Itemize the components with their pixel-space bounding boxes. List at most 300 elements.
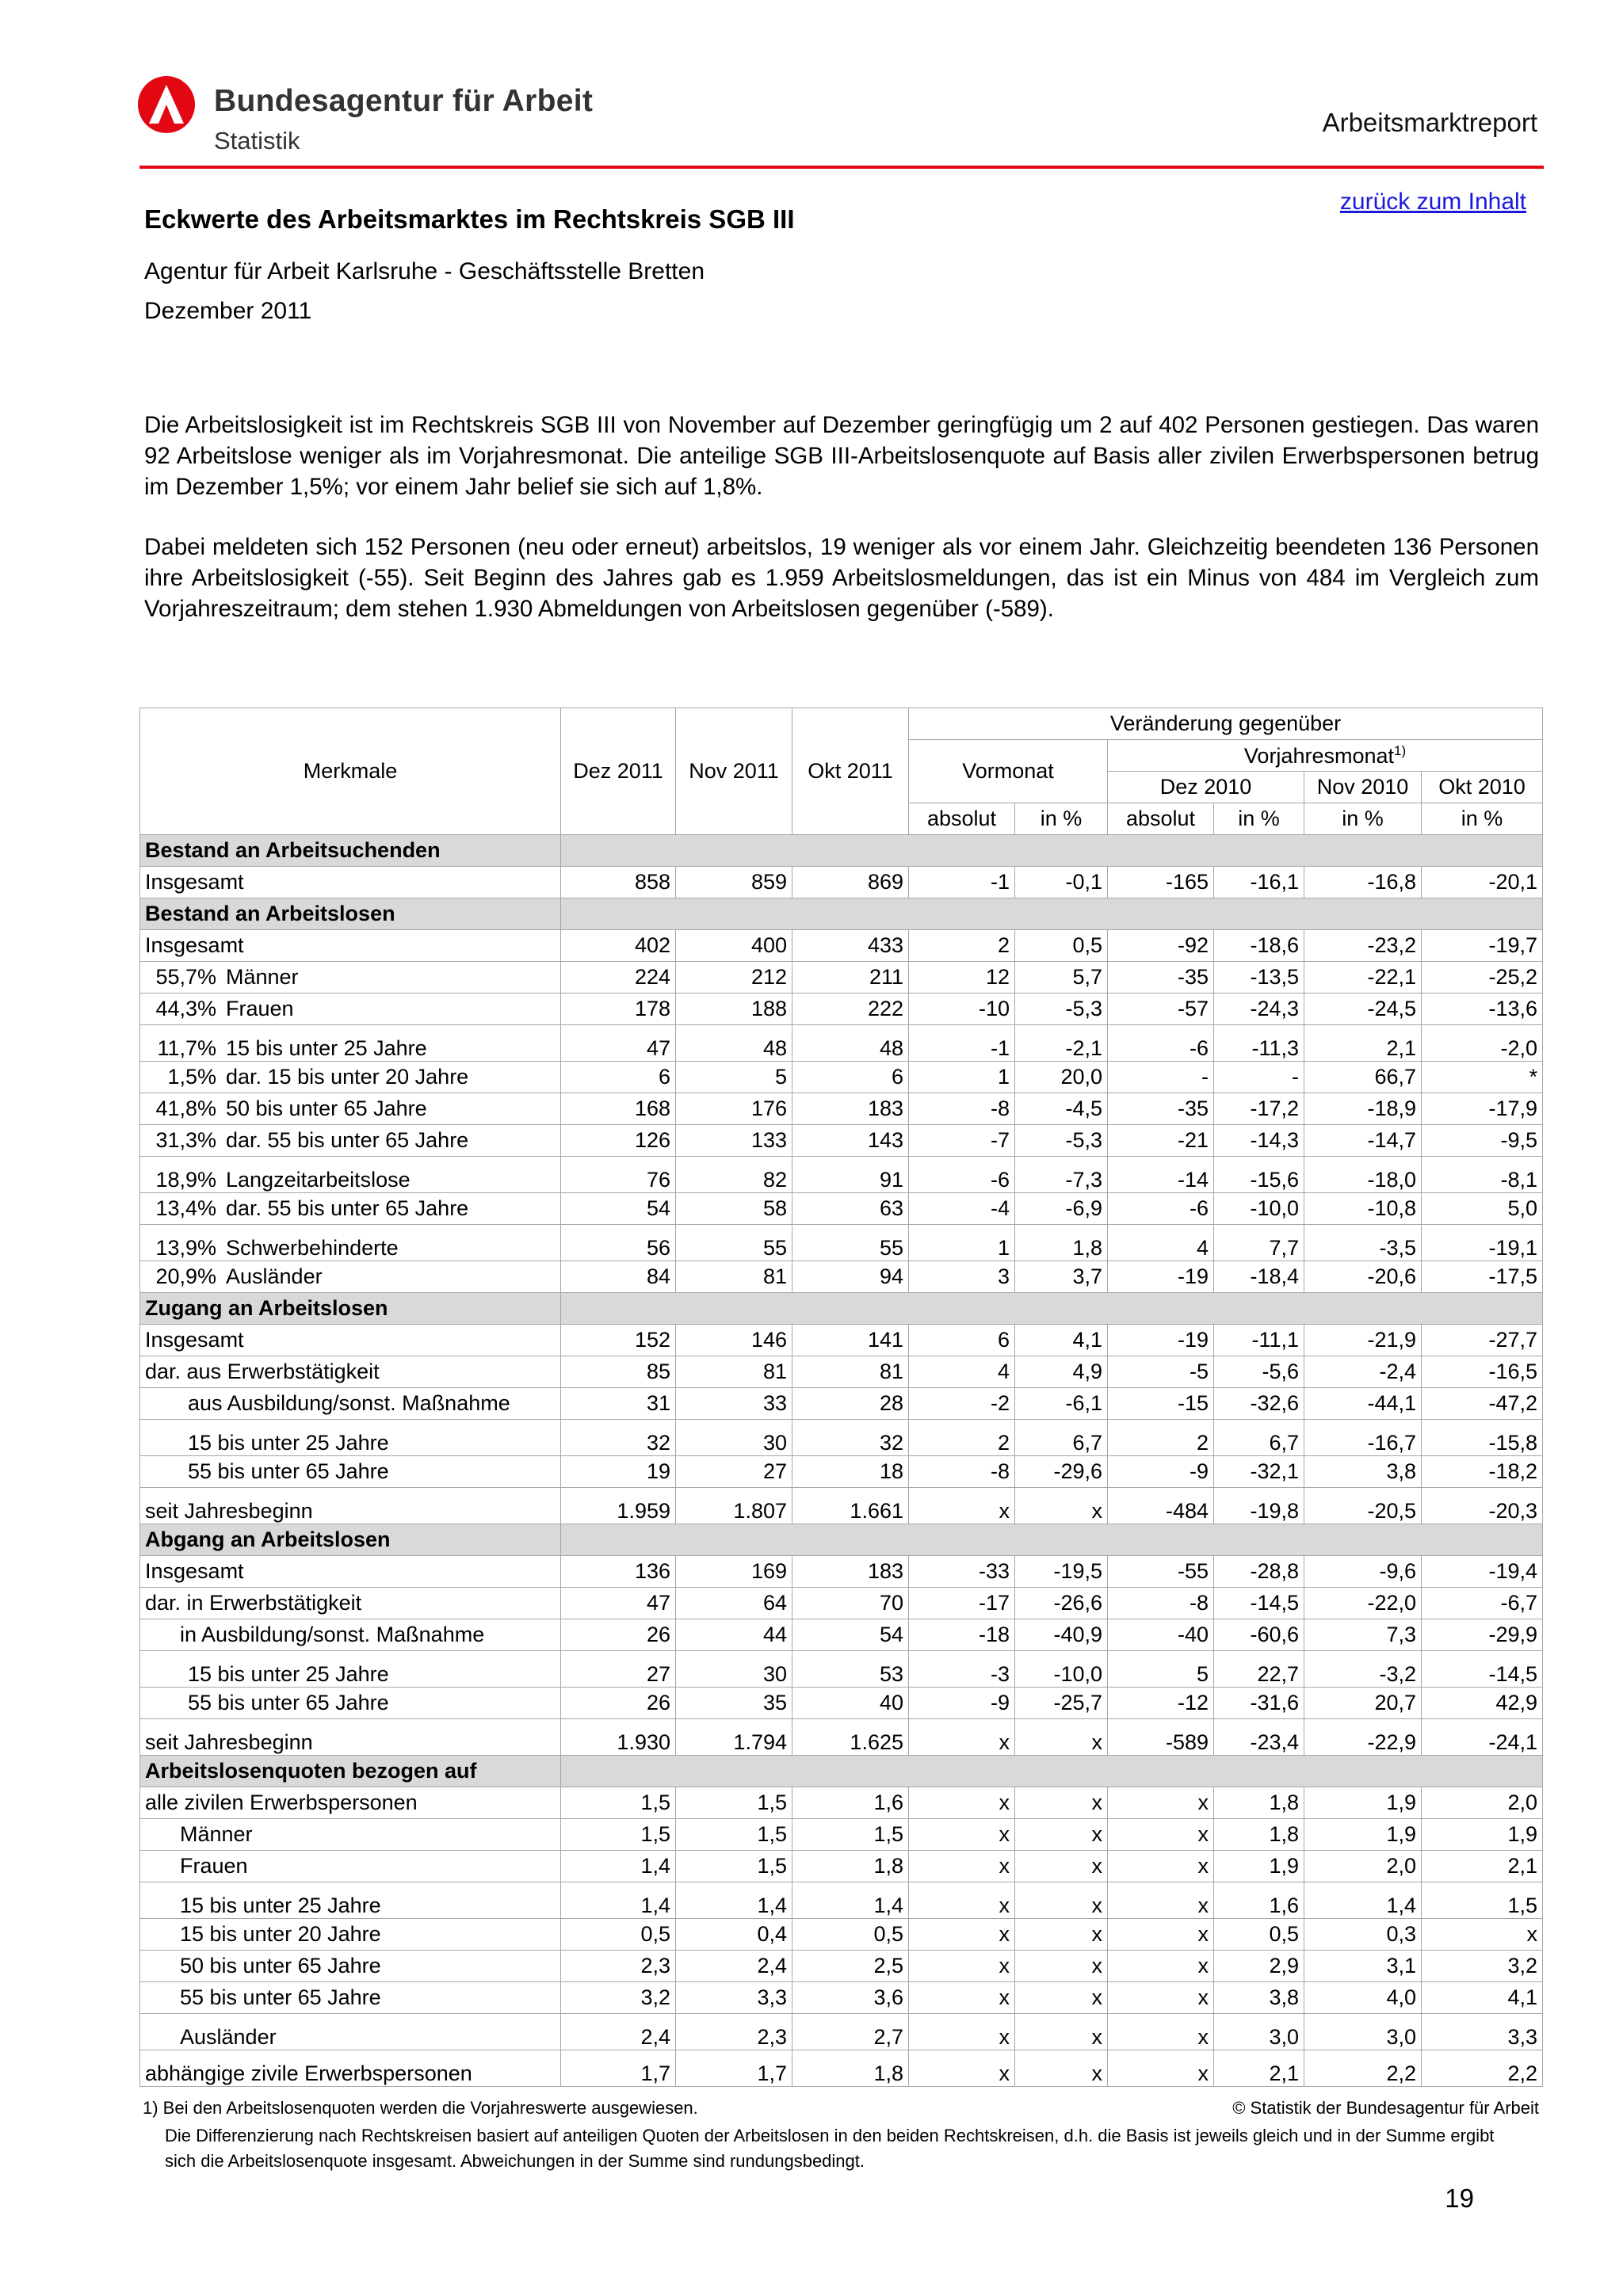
table-cell: -21,9 xyxy=(1304,1325,1422,1356)
table-cell: -5,6 xyxy=(1214,1356,1304,1388)
table-cell: -6 xyxy=(1108,1193,1214,1225)
table-cell: -0,1 xyxy=(1015,867,1108,898)
row-share-pct: 18,9% xyxy=(155,1168,216,1192)
table-row xyxy=(140,1919,1543,1951)
row-label xyxy=(140,1093,561,1125)
table-cell: -14,7 xyxy=(1304,1125,1422,1157)
table-row xyxy=(140,1456,1543,1488)
table-cell: 44 xyxy=(676,1619,792,1651)
table-cell: 869 xyxy=(792,867,909,898)
table-cell: -17,9 xyxy=(1422,1093,1543,1125)
table-cell: -14 xyxy=(1108,1157,1214,1193)
row-label-text: Männer xyxy=(180,1822,253,1846)
table-cell: -22,0 xyxy=(1304,1588,1422,1619)
table-cell: x xyxy=(1108,1819,1214,1851)
table-cell: 22,7 xyxy=(1214,1651,1304,1688)
table-cell: x xyxy=(1108,2014,1214,2050)
table-cell: -19 xyxy=(1108,1261,1214,1293)
table-row xyxy=(140,1951,1543,1982)
table-cell: -5,3 xyxy=(1015,1125,1108,1157)
table-cell: 5 xyxy=(676,1062,792,1093)
row-label xyxy=(140,962,561,994)
row-label-text: Insgesamt xyxy=(145,933,244,957)
table-cell: -26,6 xyxy=(1015,1588,1108,1619)
table-cell: x xyxy=(909,1787,1015,1819)
row-label xyxy=(140,1719,561,1756)
header-merkmale: Merkmale xyxy=(140,708,561,835)
table-row xyxy=(140,1851,1543,1882)
table-cell: 3,6 xyxy=(792,1982,909,2014)
table-cell: 30 xyxy=(676,1420,792,1456)
table-cell: 212 xyxy=(676,962,792,994)
table-cell: x xyxy=(1015,1951,1108,1982)
row-label xyxy=(140,1193,561,1225)
org-name: Bundesagentur für Arbeit xyxy=(214,84,594,118)
table-cell: 82 xyxy=(676,1157,792,1193)
table-cell: 20,0 xyxy=(1015,1062,1108,1093)
table-cell: -40,9 xyxy=(1015,1619,1108,1651)
table-cell: 1,7 xyxy=(561,2050,676,2087)
table-cell: -29,6 xyxy=(1015,1456,1108,1488)
table-cell: 4 xyxy=(909,1356,1015,1388)
table-row xyxy=(140,1225,1543,1261)
row-share-pct: 41,8% xyxy=(155,1097,216,1120)
section-header-row xyxy=(140,1756,1543,1787)
table-row xyxy=(140,1882,1543,1919)
table-cell: -27,7 xyxy=(1422,1325,1543,1356)
row-label-text: 50 bis unter 65 Jahre xyxy=(180,1954,381,1978)
section-title: Bestand an Arbeitslosen xyxy=(140,898,561,930)
row-label-text: Insgesamt xyxy=(145,1328,244,1352)
table-cell: 5,7 xyxy=(1015,962,1108,994)
table-cell: x xyxy=(909,1919,1015,1951)
row-label xyxy=(140,1456,561,1488)
row-label xyxy=(140,1325,561,1356)
row-label-text: dar. aus Erwerbstätigkeit xyxy=(145,1360,380,1383)
table-cell: -44,1 xyxy=(1304,1388,1422,1420)
table-cell: -14,3 xyxy=(1214,1125,1304,1157)
table-cell: -10,0 xyxy=(1015,1651,1108,1688)
row-label-text: Insgesamt xyxy=(145,870,244,894)
table-cell: 47 xyxy=(561,1025,676,1062)
table-cell: -4 xyxy=(909,1193,1015,1225)
table-cell: -8 xyxy=(909,1093,1015,1125)
table-cell: -18,9 xyxy=(1304,1093,1422,1125)
header-veraenderung: Veränderung gegenüber xyxy=(909,708,1543,740)
table-cell: -17,2 xyxy=(1214,1093,1304,1125)
table-cell: 1.959 xyxy=(561,1488,676,1524)
table-cell: 5,0 xyxy=(1422,1193,1543,1225)
row-label xyxy=(140,1225,561,1261)
table-cell: 58 xyxy=(676,1193,792,1225)
summary-paragraph-2: Dabei meldeten sich 152 Personen (neu oder erneut) arbeitslos, 19 weniger als vor einem Jahr. Gleichzeitig beendeten 136 Personen ihre Arbeitslosigkeit (-55). Seit Beginn des Jahres gab es 1.959 Arbeitslosmeldungen, das ist ein Minus von 484 im Vergleich zum Vorjahreszeitraum; dem stehen 1.930 Abmeldungen von Arbeitslosen gegenüber (-589). xyxy=(144,534,1539,622)
header-nov-2010: Nov 2010 xyxy=(1304,772,1422,803)
table-cell: -9 xyxy=(1108,1456,1214,1488)
table-cell: x xyxy=(1015,1882,1108,1919)
table-cell: -5 xyxy=(1108,1356,1214,1388)
page-number: 19 xyxy=(1445,2183,1474,2213)
row-label-text: 50 bis unter 65 Jahre xyxy=(226,1097,427,1120)
table-cell: -14,5 xyxy=(1422,1651,1543,1688)
table-cell: x xyxy=(1015,1819,1108,1851)
table-cell: -92 xyxy=(1108,930,1214,962)
table-cell: 48 xyxy=(792,1025,909,1062)
table-cell: -18,0 xyxy=(1304,1157,1422,1193)
table-cell: 64 xyxy=(676,1588,792,1619)
table-row xyxy=(140,1125,1543,1157)
table-cell: 20,7 xyxy=(1304,1688,1422,1719)
table-row xyxy=(140,1719,1543,1756)
row-label-text: aus Ausbildung/sonst. Maßnahme xyxy=(188,1391,510,1415)
table-cell: 5 xyxy=(1108,1651,1214,1688)
table-cell: -35 xyxy=(1108,1093,1214,1125)
table-cell: 178 xyxy=(561,994,676,1025)
row-label-text: Frauen xyxy=(180,1854,248,1878)
table-row xyxy=(140,994,1543,1025)
table-cell: 2,9 xyxy=(1214,1951,1304,1982)
table-row xyxy=(140,1819,1543,1851)
table-cell: 1,9 xyxy=(1304,1787,1422,1819)
footnote-2: Die Differenzierung nach Rechtskreisen basiert auf anteiligen Quoten der Arbeitslosen in den beiden Rechtskreisen, d.h. die Basis ist jeweils gleich und in der Summe ergibt sich die Arbeitslosenquote insgesamt. Abweichungen in der Summe sind rundungsbedingt. xyxy=(165,2126,1495,2171)
table-cell: -24,5 xyxy=(1304,994,1422,1025)
table-cell: -1 xyxy=(909,867,1015,898)
table-cell: 53 xyxy=(792,1651,909,1688)
table-row xyxy=(140,1556,1543,1588)
table-row xyxy=(140,1688,1543,1719)
table-cell: -3,5 xyxy=(1304,1225,1422,1261)
summary-paragraph-1: Die Arbeitslosigkeit ist im Rechtskreis SGB III von November auf Dezember geringfügig um 2 auf 402 Personen gestiegen. Das waren 92 Arbeitslose weniger als im Vorjahresmonat. Die anteilige SGB III-Arbeitslosenquote auf Basis aller zivilen Erwerbspersonen betrug im Dezember 1,5%; vor einem Jahr belief sie sich auf 1,8%. xyxy=(144,412,1539,500)
table-cell: x xyxy=(1108,1919,1214,1951)
table-cell: 2,0 xyxy=(1422,1787,1543,1819)
row-label xyxy=(140,2050,561,2087)
row-label xyxy=(140,1651,561,1688)
section-title: Bestand an Arbeitsuchenden xyxy=(140,835,561,867)
table-cell: -2,0 xyxy=(1422,1025,1543,1062)
table-row xyxy=(140,2014,1543,2050)
table-cell: 28 xyxy=(792,1388,909,1420)
table-row xyxy=(140,1982,1543,2014)
row-share-pct: 13,9% xyxy=(155,1236,216,1260)
table-cell: -25,7 xyxy=(1015,1688,1108,1719)
table-cell: x xyxy=(1015,1982,1108,2014)
row-label-text: dar. 15 bis unter 20 Jahre xyxy=(226,1065,469,1089)
table-cell: 1,9 xyxy=(1304,1819,1422,1851)
row-label-text: Männer xyxy=(226,965,299,989)
table-row xyxy=(140,1193,1543,1225)
table-cell: 1,5 xyxy=(676,1819,792,1851)
table-cell: -484 xyxy=(1108,1488,1214,1524)
table-cell: 0,5 xyxy=(561,1919,676,1951)
table-cell: x xyxy=(1015,2014,1108,2050)
row-label xyxy=(140,1688,561,1719)
table-row xyxy=(140,1651,1543,1688)
table-cell: -6 xyxy=(1108,1025,1214,1062)
table-cell: 54 xyxy=(792,1619,909,1651)
row-label-text: dar. 55 bis unter 65 Jahre xyxy=(226,1128,469,1152)
table-cell: -19 xyxy=(1108,1325,1214,1356)
table-cell: -10 xyxy=(909,994,1015,1025)
header-in-pct: in % xyxy=(1304,803,1422,835)
ba-logo-icon xyxy=(136,74,197,135)
table-cell: 3,0 xyxy=(1214,2014,1304,2050)
table-cell: 152 xyxy=(561,1325,676,1356)
table-cell: 859 xyxy=(676,867,792,898)
table-cell: 4,9 xyxy=(1015,1356,1108,1388)
row-label xyxy=(140,1157,561,1193)
table-row xyxy=(140,1093,1543,1125)
table-cell: 1 xyxy=(909,1062,1015,1093)
table-cell: -15 xyxy=(1108,1388,1214,1420)
table-cell: 1,6 xyxy=(1214,1882,1304,1919)
table-cell: 1,9 xyxy=(1214,1851,1304,1882)
row-label-text: 55 bis unter 65 Jahre xyxy=(188,1691,389,1714)
row-label-text: 15 bis unter 20 Jahre xyxy=(180,1922,381,1946)
table-cell: x xyxy=(909,1851,1015,1882)
table-cell: 133 xyxy=(676,1125,792,1157)
table-cell: -13,6 xyxy=(1422,994,1543,1025)
table-cell: -17,5 xyxy=(1422,1261,1543,1293)
table-cell: 1.930 xyxy=(561,1719,676,1756)
section-header-row xyxy=(140,835,1543,867)
header-absolut: absolut xyxy=(909,803,1015,835)
table-cell: 2,1 xyxy=(1422,1851,1543,1882)
page-title: Eckwerte des Arbeitsmarktes im Rechtskreis SGB III xyxy=(144,204,795,234)
table-cell: - xyxy=(1108,1062,1214,1093)
table-cell: 1,5 xyxy=(561,1787,676,1819)
table-cell: x xyxy=(909,2050,1015,2087)
table-row xyxy=(140,1420,1543,1456)
table-cell: 2 xyxy=(909,1420,1015,1456)
row-label-text: 55 bis unter 65 Jahre xyxy=(180,1985,381,2009)
table-cell: 146 xyxy=(676,1325,792,1356)
section-header-row xyxy=(140,1293,1543,1325)
table-cell: -9 xyxy=(909,1688,1015,1719)
table-cell: 1,6 xyxy=(792,1787,909,1819)
table-cell: 0,4 xyxy=(676,1919,792,1951)
table-cell: 433 xyxy=(792,930,909,962)
row-label-text: Frauen xyxy=(226,997,294,1020)
table-cell: -4,5 xyxy=(1015,1093,1108,1125)
table-row xyxy=(140,1062,1543,1093)
header-absolut: absolut xyxy=(1108,803,1214,835)
table-cell: - xyxy=(1214,1062,1304,1093)
table-row xyxy=(140,2050,1543,2087)
row-label-text: Schwerbehinderte xyxy=(226,1236,399,1260)
table-cell: 27 xyxy=(561,1651,676,1688)
table-cell: 188 xyxy=(676,994,792,1025)
back-to-contents-link[interactable]: zurück zum Inhalt xyxy=(1339,189,1526,215)
header-in-pct: in % xyxy=(1214,803,1304,835)
table-cell: 2,5 xyxy=(792,1951,909,1982)
table-cell: 2,3 xyxy=(561,1951,676,1982)
table-cell: -9,5 xyxy=(1422,1125,1543,1157)
table-cell: 27 xyxy=(676,1456,792,1488)
table-cell: x xyxy=(909,1488,1015,1524)
table-cell: 402 xyxy=(561,930,676,962)
org-subtitle: Statistik xyxy=(214,127,300,154)
table-cell: -11,1 xyxy=(1214,1325,1304,1356)
row-label xyxy=(140,1919,561,1951)
table-cell: 30 xyxy=(676,1651,792,1688)
table-row xyxy=(140,1388,1543,1420)
table-cell: 1,8 xyxy=(1015,1225,1108,1261)
row-label xyxy=(140,1025,561,1062)
table-cell: 84 xyxy=(561,1261,676,1293)
header-divider xyxy=(139,166,1544,169)
footnote-1: 1) Bei den Arbeitslosenquoten werden die Vorjahreswerte ausgewiesen. xyxy=(143,2098,698,2118)
table-cell: 56 xyxy=(561,1225,676,1261)
row-label xyxy=(140,1420,561,1456)
table-cell: -20,6 xyxy=(1304,1261,1422,1293)
table-cell: 183 xyxy=(792,1093,909,1125)
table-cell: 1.625 xyxy=(792,1719,909,1756)
table-cell: -3 xyxy=(909,1651,1015,1688)
table-cell: 47 xyxy=(561,1588,676,1619)
row-label xyxy=(140,1819,561,1851)
table-cell: -21 xyxy=(1108,1125,1214,1157)
table-row xyxy=(140,1787,1543,1819)
table-cell: 2 xyxy=(1108,1420,1214,1456)
table-cell: 4,1 xyxy=(1422,1982,1543,2014)
row-label-text: 15 bis unter 25 Jahre xyxy=(188,1662,389,1686)
table-cell: 3,1 xyxy=(1304,1951,1422,1982)
row-label-text: 15 bis unter 25 Jahre xyxy=(226,1036,427,1060)
table-cell: 81 xyxy=(676,1356,792,1388)
table-cell: -19,1 xyxy=(1422,1225,1543,1261)
table-row xyxy=(140,1025,1543,1062)
table-cell: 2,7 xyxy=(792,2014,909,2050)
table-cell: -60,6 xyxy=(1214,1619,1304,1651)
table-cell: -6,1 xyxy=(1015,1388,1108,1420)
table-cell: 42,9 xyxy=(1422,1688,1543,1719)
table-cell: 6,7 xyxy=(1015,1420,1108,1456)
table-cell: -20,5 xyxy=(1304,1488,1422,1524)
table-row xyxy=(140,867,1543,898)
table-cell: x xyxy=(1422,1919,1543,1951)
table-cell: -18 xyxy=(909,1619,1015,1651)
table-cell: 1,4 xyxy=(561,1851,676,1882)
table-cell: 3 xyxy=(909,1261,1015,1293)
table-cell: 33 xyxy=(676,1388,792,1420)
table-cell: 76 xyxy=(561,1157,676,1193)
table-cell: 35 xyxy=(676,1688,792,1719)
section-title: Abgang an Arbeitslosen xyxy=(140,1524,561,1556)
row-label-text: 15 bis unter 25 Jahre xyxy=(188,1431,389,1455)
row-share-pct: 20,9% xyxy=(155,1264,216,1288)
table-cell: 0,3 xyxy=(1304,1919,1422,1951)
row-label-text: Langzeitarbeitslose xyxy=(226,1168,411,1192)
table-cell: -18,4 xyxy=(1214,1261,1304,1293)
table-cell: 3,7 xyxy=(1015,1261,1108,1293)
table-cell: 1,4 xyxy=(561,1882,676,1919)
table-cell: -6,9 xyxy=(1015,1193,1108,1225)
table-cell: 168 xyxy=(561,1093,676,1125)
row-label xyxy=(140,1982,561,2014)
table-cell: -22,1 xyxy=(1304,962,1422,994)
table-row xyxy=(140,962,1543,994)
table-cell: 3,0 xyxy=(1304,2014,1422,2050)
table-cell: 1,9 xyxy=(1422,1819,1543,1851)
row-label-text: Ausländer xyxy=(226,1264,323,1288)
table-cell: 1,5 xyxy=(561,1819,676,1851)
table-cell: 143 xyxy=(792,1125,909,1157)
table-cell: x xyxy=(1108,1882,1214,1919)
table-cell: 1,8 xyxy=(1214,1819,1304,1851)
table-cell: -18,2 xyxy=(1422,1456,1543,1488)
table-cell: -32,6 xyxy=(1214,1388,1304,1420)
table-cell: -17 xyxy=(909,1588,1015,1619)
table-cell: 1,4 xyxy=(1304,1882,1422,1919)
table-cell: 63 xyxy=(792,1193,909,1225)
table-cell: 1.807 xyxy=(676,1488,792,1524)
table-cell: -22,9 xyxy=(1304,1719,1422,1756)
row-label xyxy=(140,930,561,962)
table-cell: 6 xyxy=(561,1062,676,1093)
table-row xyxy=(140,1325,1543,1356)
table-cell: 31 xyxy=(561,1388,676,1420)
report-period: Dezember 2011 xyxy=(144,298,312,324)
table-cell: 2,4 xyxy=(561,2014,676,2050)
table-cell: 7,3 xyxy=(1304,1619,1422,1651)
table-cell: 32 xyxy=(792,1420,909,1456)
table-cell: 136 xyxy=(561,1556,676,1588)
table-cell: -19,4 xyxy=(1422,1556,1543,1588)
table-cell: -16,1 xyxy=(1214,867,1304,898)
table-cell: 1,4 xyxy=(792,1882,909,1919)
table-cell: 2,1 xyxy=(1304,1025,1422,1062)
table-cell: 1,8 xyxy=(792,1851,909,1882)
table-cell: -2 xyxy=(909,1388,1015,1420)
table-cell: -3,2 xyxy=(1304,1651,1422,1688)
table-cell: x xyxy=(1015,2050,1108,2087)
row-label xyxy=(140,1488,561,1524)
row-share-pct: 55,7% xyxy=(155,965,216,989)
table-cell: -16,8 xyxy=(1304,867,1422,898)
header-okt-2010: Okt 2010 xyxy=(1422,772,1543,803)
table-cell: -15,8 xyxy=(1422,1420,1543,1456)
table-cell: x xyxy=(1015,1919,1108,1951)
table-cell: -57 xyxy=(1108,994,1214,1025)
header-in-pct: in % xyxy=(1015,803,1108,835)
table-cell: x xyxy=(1015,1719,1108,1756)
table-cell: 3,3 xyxy=(676,1982,792,2014)
table-cell: 400 xyxy=(676,930,792,962)
table-cell: -8,1 xyxy=(1422,1157,1543,1193)
row-label xyxy=(140,1356,561,1388)
table-cell: 66,7 xyxy=(1304,1062,1422,1093)
table-cell: x xyxy=(1015,1787,1108,1819)
table-cell: -28,8 xyxy=(1214,1556,1304,1588)
section-header-row xyxy=(140,898,1543,930)
table-cell: 7,7 xyxy=(1214,1225,1304,1261)
table-cell: -10,0 xyxy=(1214,1193,1304,1225)
table-cell: 6 xyxy=(909,1325,1015,1356)
table-cell: -1 xyxy=(909,1025,1015,1062)
table-cell: -19,7 xyxy=(1422,930,1543,962)
table-cell: x xyxy=(909,1951,1015,1982)
header-okt-2011: Okt 2011 xyxy=(792,708,909,835)
header-vorjahresmonat: Vorjahresmonat$^{1)}$ xyxy=(1108,740,1543,772)
table-cell: 858 xyxy=(561,867,676,898)
header-vormonat: Vormonat xyxy=(909,740,1108,803)
table-cell: -19,8 xyxy=(1214,1488,1304,1524)
table-cell: -6,7 xyxy=(1422,1588,1543,1619)
table-cell: x xyxy=(909,1882,1015,1919)
row-label-text: 15 bis unter 25 Jahre xyxy=(180,1894,381,1917)
table-cell: -40 xyxy=(1108,1619,1214,1651)
row-label xyxy=(140,1388,561,1420)
table-cell: 70 xyxy=(792,1588,909,1619)
